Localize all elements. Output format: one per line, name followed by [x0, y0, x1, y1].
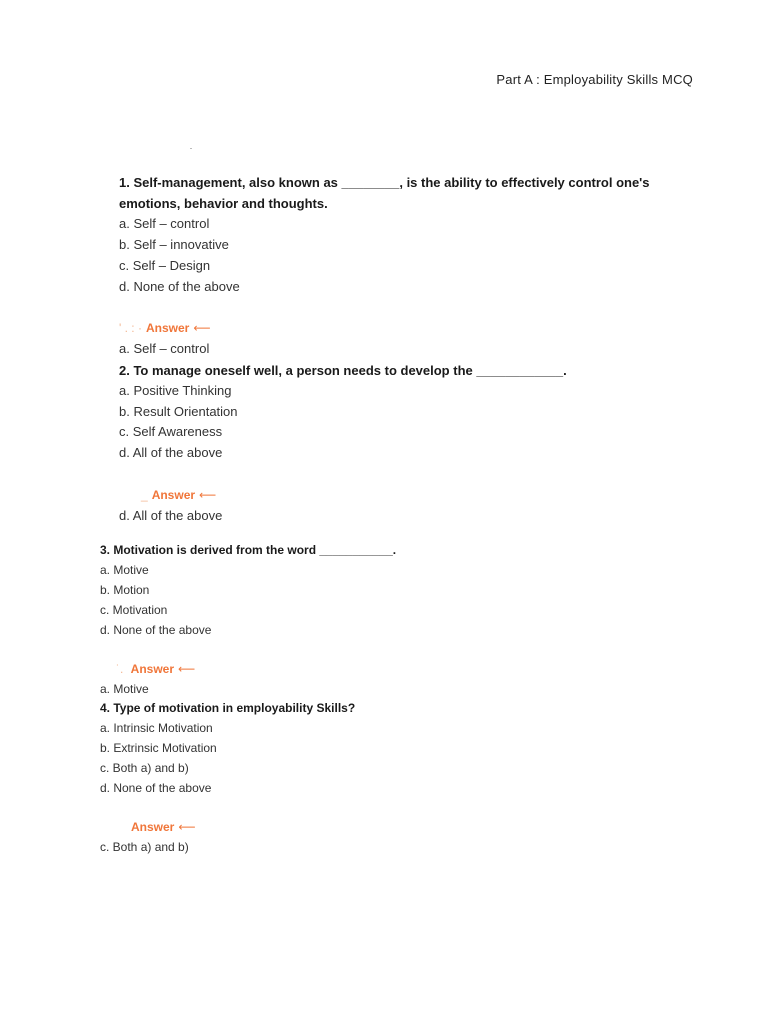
question-4-option-a: a. Intrinsic Motivation [100, 721, 213, 735]
question-4-option-b: b. Extrinsic Motivation [100, 741, 217, 755]
question-2-option-a: a. Positive Thinking [119, 383, 232, 398]
question-3: 3. Motivation is derived from the word ___________. [100, 543, 397, 557]
question-2-answer: d. All of the above [119, 508, 223, 523]
question-3-option-a: a. Motive [100, 563, 149, 577]
question-4-option-d: d. None of the above [100, 781, 212, 795]
arrow-left-icon: ⟵ [178, 662, 196, 676]
question-2-option-d: d. All of the above [119, 445, 223, 460]
answer-lead-mark: ˙. [116, 662, 127, 676]
arrow-left-icon: ⟵ [178, 820, 196, 834]
question-1-line-1: 1. Self-management, also known as ________, is the ability to effectively control one's [119, 175, 650, 190]
question-1-answer-label [119, 318, 211, 338]
question-1-option-a: a. Self – control [119, 216, 210, 231]
question-1-answer: a. Self – control [119, 341, 210, 356]
question-2-option-c: c. Self Awareness [119, 424, 223, 439]
question-1-line-2: emotions, behavior and thoughts. [119, 196, 328, 211]
question-2-answer-label [141, 485, 216, 505]
answer-lead-mark: ' . : · [119, 321, 142, 335]
question-3-option-c: c. Motivation [100, 603, 168, 617]
question-3-answer: a. Motive [100, 682, 149, 696]
stray-mark [190, 148, 192, 149]
question-1-option-d: d. None of the above [119, 279, 240, 294]
question-4: 4. Type of motivation in employability Skills? [100, 701, 356, 715]
answer-label-text: Answer [145, 321, 190, 335]
question-1-option-b: b. Self – innovative [119, 237, 229, 252]
question-4-option-c: c. Both a) and b) [100, 761, 189, 775]
question-4-answer: c. Both a) and b) [100, 840, 189, 854]
arrow-left-icon: ⟵ [199, 488, 217, 502]
question-4-answer-label [131, 817, 196, 837]
answer-label-text: Answer [151, 488, 196, 502]
answer-lead-mark: _ [141, 488, 148, 502]
arrow-left-icon: ⟵ [193, 321, 211, 335]
question-1-option-c: c. Self – Design [119, 258, 211, 273]
page-header: Part A : Employability Skills MCQ [496, 72, 693, 87]
question-3-option-b: b. Motion [100, 583, 150, 597]
question-3-option-d: d. None of the above [100, 623, 212, 637]
answer-label-text: Answer [130, 662, 175, 676]
question-3-answer-label [116, 659, 195, 679]
question-2: 2. To manage oneself well, a person needs to develop the ____________. [119, 363, 567, 378]
question-2-option-b: b. Result Orientation [119, 404, 238, 419]
answer-label-text: Answer [131, 820, 175, 834]
